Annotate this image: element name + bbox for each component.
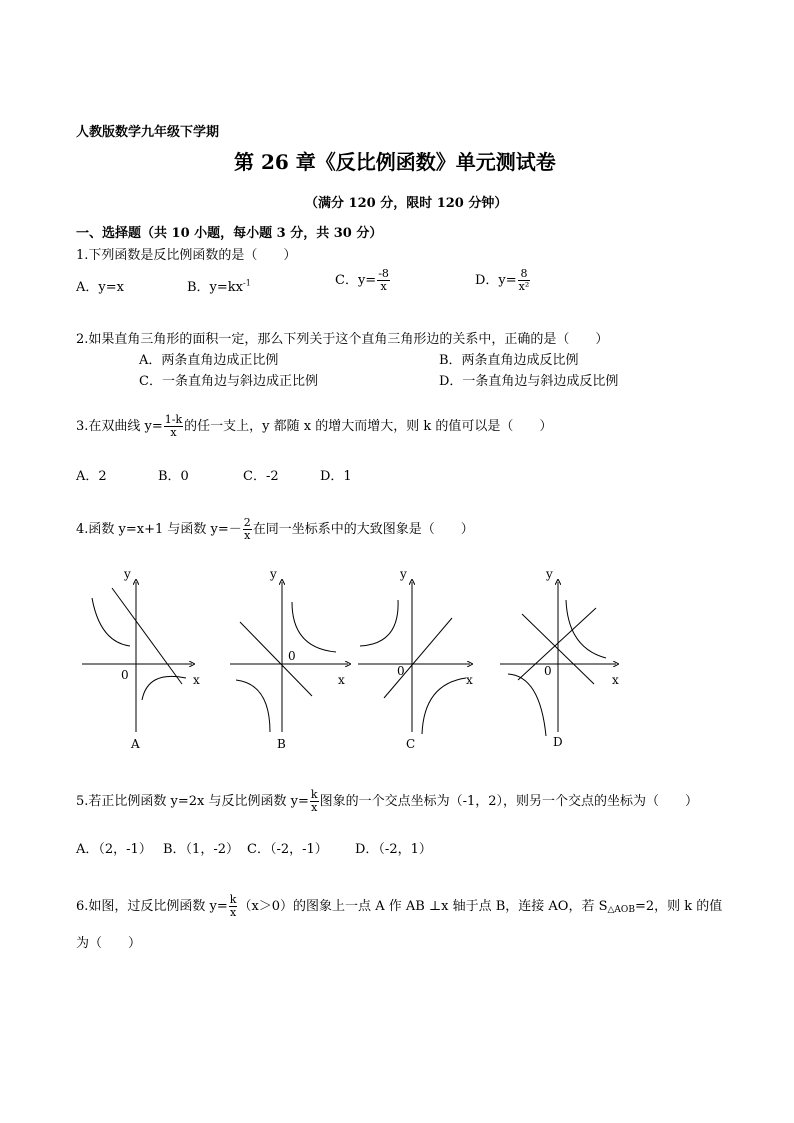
q1-option-a: A．y=x: [76, 280, 124, 295]
q3-option-a: A．2: [76, 469, 107, 484]
graph-b-x: x: [338, 673, 345, 687]
q6-stem: [76, 894, 722, 919]
q5-stem: [76, 789, 698, 814]
q2-option-b: B．两条直角边成反比例: [439, 353, 579, 368]
graph-b-y: y: [270, 567, 277, 581]
q1-d-text: D．y=: [475, 273, 517, 288]
q5-fraction: [310, 789, 319, 814]
graph-d-label: D: [553, 735, 563, 749]
exam-subtitle: 人教版数学九年级下学期: [76, 125, 220, 140]
graph-d-x: x: [612, 673, 619, 687]
q3-fraction: [164, 414, 183, 439]
q6-denominator: x: [230, 906, 237, 919]
graph-a-y: y: [124, 567, 131, 581]
q4-stem-pre: 4.函数 y=x+1 与函数 y=－: [76, 522, 242, 537]
graph-a-label: A: [131, 737, 140, 751]
graph-d: [500, 567, 619, 749]
graph-c: [358, 567, 473, 751]
q5-stem-pre: 5.若正比例函数 y=2x 与反比例函数 y=: [76, 794, 309, 809]
q1-d-fraction: [518, 268, 531, 293]
q1-d-numerator: 8: [518, 268, 531, 281]
exam-note: （满分 120 分，限时 120 分钟）: [305, 196, 508, 211]
q6-stem-pre: 6.如图，过反比例函数 y=: [76, 899, 228, 914]
q6-numerator: k: [229, 893, 237, 906]
q2-option-a: A．两条直角边成正比例: [139, 353, 279, 368]
graph-b: [230, 567, 348, 751]
q4-stem: [76, 517, 474, 542]
q4-numerator: 2: [243, 516, 251, 529]
graph-d-origin: 0: [544, 664, 552, 678]
q1-b-exponent: -1: [243, 278, 251, 288]
q6-fraction: [229, 894, 238, 919]
q1-b-text: B．y=kx: [187, 280, 243, 295]
q5-stem-post: 图象的一个交点坐标为（-1，2），则另一个交点的坐标为（ ）: [319, 794, 698, 809]
q4-graphs: [0, 560, 794, 760]
q2-option-d: D．一条直角边与斜边成反比例: [439, 374, 619, 389]
q3-stem: [76, 414, 552, 439]
q1-option-b: [187, 276, 251, 295]
q6-stem-post: =2，则 k 的值: [634, 899, 723, 914]
q1-option-c: [335, 268, 391, 293]
graph-b-origin: 0: [288, 649, 296, 663]
q6-stem-line2: 为（ ）: [76, 936, 142, 951]
graph-c-y: y: [400, 567, 407, 581]
q4-stem-post: 在同一坐标系中的大致图象是（ ）: [252, 522, 474, 537]
graph-a: [82, 567, 200, 751]
q3-stem-post: 的任一支上，y 都随 x 的增大而增大，则 k 的值可以是（ ）: [184, 419, 553, 434]
q4-fraction: [243, 517, 252, 542]
graph-a-origin: 0: [121, 668, 129, 682]
graph-d-y: y: [546, 567, 553, 581]
q1-c-denominator: x: [380, 280, 387, 293]
q5-numerator: k: [310, 788, 318, 801]
q3-option-b: B．0: [158, 469, 189, 484]
q4-denominator: x: [244, 529, 251, 542]
section-heading: 一、选择题（共 10 小题，每小题 3 分，共 30 分）: [76, 226, 383, 241]
q6-stem-mid: （x＞0）的图象上一点 A 作 AB ⊥x 轴于点 B，连接 AO，若 S: [238, 899, 608, 914]
q3-stem-pre: 3.在双曲线 y=: [76, 419, 163, 434]
graph-b-label: B: [277, 737, 286, 751]
q3-option-d: D．1: [320, 469, 352, 484]
exam-title: 第 26 章《反比例函数》单元测试卷: [234, 150, 556, 174]
graph-c-label: C: [406, 737, 416, 751]
q3-numerator: 1-k: [164, 413, 183, 426]
graph-c-x: x: [466, 673, 473, 687]
q1-d-denominator: x²: [518, 280, 530, 293]
q5-option-a: A．（2，-1）: [76, 842, 152, 857]
q5-option-d: D．（-2，1）: [355, 842, 432, 857]
graph-a-x: x: [193, 673, 200, 687]
q2-option-c: C．一条直角边与斜边成正比例: [139, 374, 318, 389]
q3-denominator: x: [170, 426, 177, 439]
q5-option-b: B．（1，-2）: [163, 842, 239, 857]
q5-option-c: C．（-2，-1）: [247, 842, 328, 857]
q3-option-c: C．-2: [243, 469, 279, 484]
graph-c-origin: 0: [397, 664, 405, 678]
q1-stem: 1.下列函数是反比例函数的是（ ）: [76, 248, 297, 263]
q2-stem: 2.如果直角三角形的面积一定，那么下列关于这个直角三角形边的关系中，正确的是（ ）: [76, 332, 609, 347]
q1-c-fraction: [377, 268, 390, 293]
q5-denominator: x: [311, 801, 318, 814]
q1-c-text: C．y=: [335, 273, 377, 288]
q1-option-d: [475, 268, 531, 293]
q6-subscript: △AOB: [607, 905, 635, 915]
q1-c-numerator: -8: [378, 267, 389, 280]
